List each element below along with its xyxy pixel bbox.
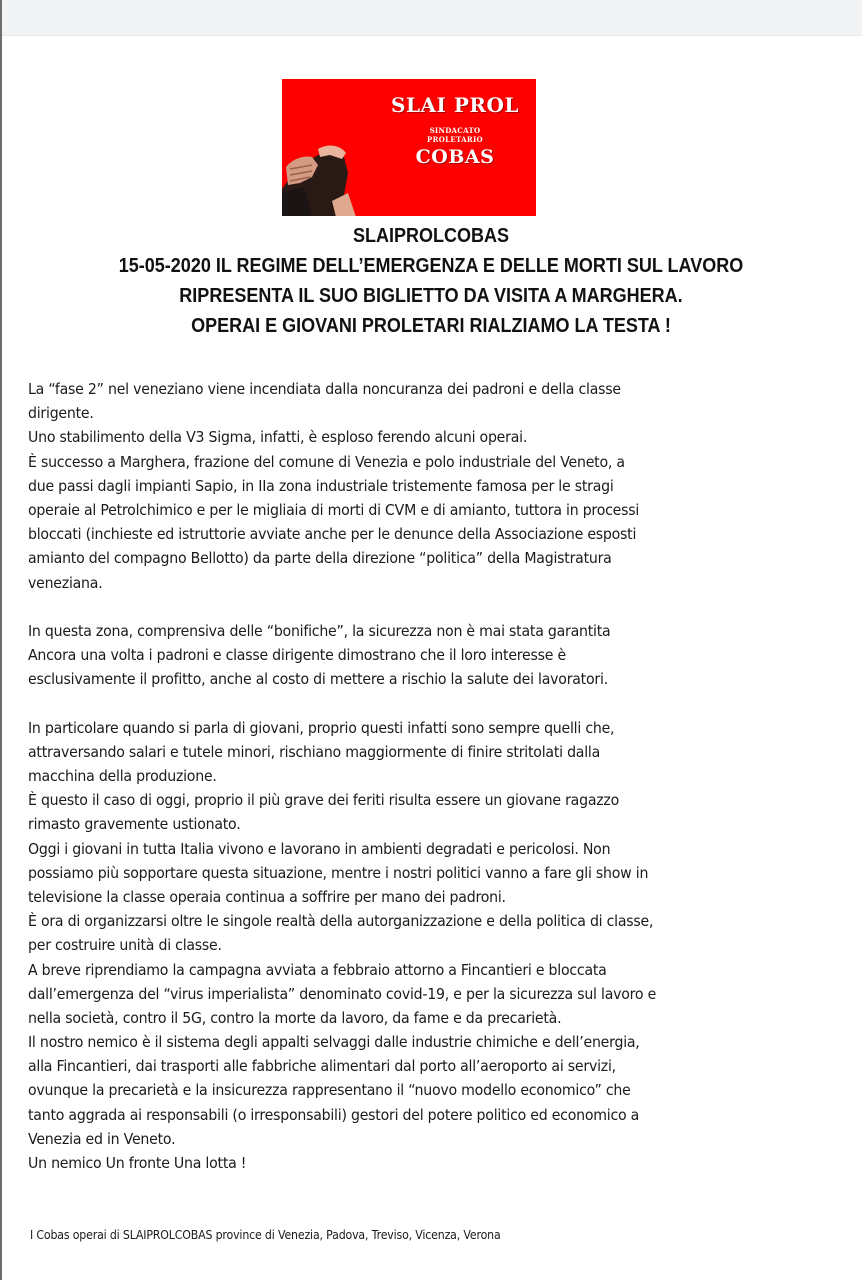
body-line: alla Fincantieri, dai trasporti alle fabbriche alimentari dal porto all’aeroporto ai servizi, <box>28 1057 616 1076</box>
body-line: dall’emergenza del “virus imperialista” denominato covid-19, e per la sicurezza sul lavoro e <box>28 984 657 1003</box>
body-line: dirigente. <box>28 404 94 423</box>
body-line: La “fase 2” nel veneziano viene incendiata dalla noncuranza dei padroni e della classe <box>28 380 621 398</box>
logo-subtitle-2: PROLETARIO <box>427 135 483 144</box>
body-line: esclusivamente il profitto, anche al costo di mettere a rischio la salute dei lavoratori. <box>28 670 608 689</box>
body-line: Oggi i giovani in tutta Italia vivono e lavorano in ambienti degradati e pericolosi. Non <box>28 839 611 858</box>
body-line: nella società, contro il 5G, contro la morte da lavoro, da fame e da precarietà. <box>28 1008 562 1027</box>
body-line: attraversando salari e tutele minori, rischiano maggiormente di finire stritolati dalla <box>28 742 601 761</box>
headline-line-1: 15-05-2020 IL REGIME DELL’EMERGENZA E DELLE MORTI SUL LAVORO <box>118 255 744 277</box>
body-line: rimasto gravemente ustionato. <box>28 815 241 834</box>
body-line: tanto aggrada ai responsabili (o irresponsabili) gestori del potere politico ed economico a <box>28 1105 640 1124</box>
body-line: macchina della produzione. <box>28 767 217 785</box>
paragraph-gap <box>28 595 800 619</box>
body-line: possiamo più sopportare questa situazione, mentre i nostri politici vanno a fare gli show in <box>28 863 649 882</box>
body-line: Venezia ed in Veneto. <box>28 1129 176 1148</box>
article-body <box>28 377 800 1175</box>
body-line: amianto del compagno Bellotto) da parte della direzione “politica” della Magistratura <box>28 549 612 568</box>
body-line: operaie al Petrolchimico e per le migliaia di morti di CVM e di amianto, tuttora in processi <box>28 500 640 519</box>
body-line: due passi dagli impianti Sapio, in IIa zona industriale tristemente famosa per le stragi <box>28 476 614 495</box>
body-line: È successo a Marghera, frazione del comune di Venezia e polo industriale del Veneto, a <box>28 452 625 471</box>
body-line: In particolare quando si parla di giovani, proprio questi infatti sono sempre quelli che, <box>28 718 615 737</box>
top-bar <box>0 0 862 36</box>
headline-line-3: OPERAI E GIOVANI PROLETARI RIALZIAMO LA TESTA ! <box>191 315 671 337</box>
body-line: per costruire unità di classe. <box>28 936 222 955</box>
body-line: Ancora una volta i padroni e classe dirigente dimostrano che il loro interesse è <box>28 646 566 665</box>
left-edge-border <box>0 0 2 1280</box>
body-line: bloccati (inchieste ed istruttorie avviate anche per le denunce della Associazione esposti <box>28 525 637 544</box>
body-line: ovunque la precarietà e la insicurezza rappresentano il “nuovo modello economico” che <box>28 1081 631 1100</box>
org-name: SLAIPROLCOBAS <box>352 225 510 247</box>
body-line: Un nemico Un fronte Una lotta ! <box>28 1154 247 1172</box>
body-line: televisione la classe operaia continua a soffrire per mano dei padroni. <box>28 887 506 906</box>
slai-prol-cobas-logo <box>282 79 536 216</box>
body-line: Il nostro nemico è il sistema degli appalti selvaggi dalle industrie chimiche e dell’energia, <box>28 1033 640 1052</box>
body-line: A breve riprendiamo la campagna avviata a febbraio attorno a Fincantieri e bloccata <box>28 960 607 979</box>
body-line: È ora di organizzarsi oltre le singole realtà della autorganizzazione e della politica di classe, <box>28 912 654 931</box>
body-line: In questa zona, comprensiva delle “bonifiche”, la sicurezza non è mai stata garantita <box>28 621 611 640</box>
signature-footer: I Cobas operai di SLAIPROLCOBAS province di Venezia, Padova, Treviso, Vicenza, Verona <box>30 1228 501 1243</box>
body-line: Uno stabilimento della V3 Sigma, infatti, è esploso ferendo alcuni operai. <box>28 428 528 447</box>
body-line: veneziana. <box>28 573 103 592</box>
headline-line-2: RIPRESENTA IL SUO BIGLIETTO DA VISITA A MARGHERA. <box>179 285 683 307</box>
logo-cobas: COBAS <box>415 146 495 168</box>
paragraph-gap <box>28 691 800 715</box>
logo-subtitle-1: SINDACATO <box>429 126 481 135</box>
logo-title: SLAI PROL <box>391 93 519 117</box>
body-line: È questo il caso di oggi, proprio il più grave dei feriti risulta essere un giovane ragazzo <box>28 791 620 810</box>
